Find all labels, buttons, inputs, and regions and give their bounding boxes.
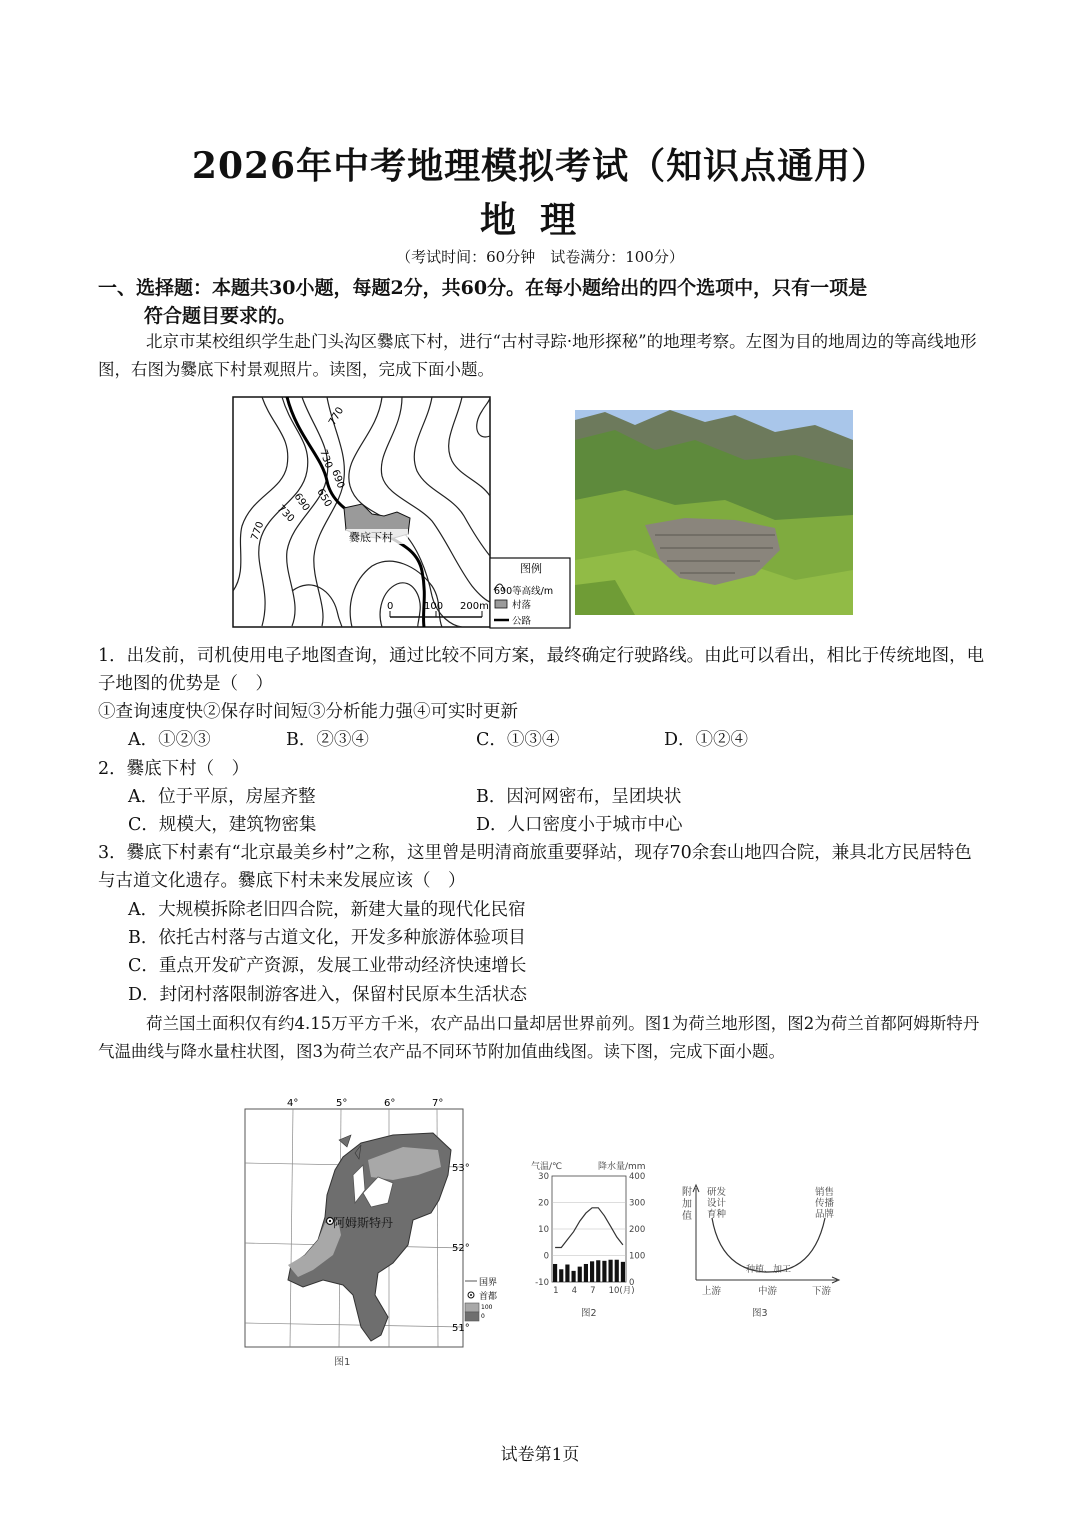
q2-option-d[interactable]: D．人口密度小于城市中心 bbox=[476, 815, 683, 835]
q3-option-a[interactable]: A．大规模拆除老旧四合院，新建大量的现代化民宿 bbox=[128, 900, 526, 920]
precip-bar-10 bbox=[609, 1260, 613, 1282]
temp-tick-label: 30 bbox=[538, 1172, 549, 1182]
fig2-caption: 图2 bbox=[581, 1308, 597, 1319]
lat-label: 51° bbox=[452, 1323, 470, 1334]
q1-option-c[interactable]: C．①③④ bbox=[476, 730, 560, 750]
precip-bar-11 bbox=[615, 1260, 619, 1282]
section-line-2: 符合题目要求的。 bbox=[144, 305, 297, 327]
precip-bar-9 bbox=[602, 1261, 606, 1282]
legend-village: 村落 bbox=[512, 600, 532, 611]
precip-bar-2 bbox=[559, 1269, 563, 1282]
x-label-downstream: 下游 bbox=[812, 1286, 832, 1297]
legend-road: 公路 bbox=[512, 616, 532, 627]
contour-label: 770 bbox=[327, 405, 347, 428]
left-label-1: 研发 bbox=[707, 1187, 727, 1198]
village-label: 爨底下村 bbox=[349, 531, 393, 544]
right-label-1: 销售 bbox=[815, 1187, 835, 1198]
month-label: 7 bbox=[590, 1286, 596, 1296]
bottom-label: 种植、加工 bbox=[746, 1265, 792, 1275]
left-label-3: 育种 bbox=[707, 1209, 727, 1220]
contour-legend bbox=[490, 558, 570, 628]
passage-2: 荷兰国土面积仅有约4.15万平方千米，农产品出口量却居世界前列。图1为荷兰地形图，图2为荷兰首都阿姆斯特丹气温曲线与降水量柱状图，图3为荷兰农产品不同环节附加值曲线图。读下图，完成下面小题。 bbox=[98, 1014, 980, 1061]
precip-tick-label: 100 bbox=[629, 1251, 646, 1262]
precip-tick-label: 0 bbox=[629, 1278, 635, 1288]
legend-elev-100: 100 bbox=[481, 1304, 493, 1311]
netherlands-terrain-map bbox=[243, 1095, 498, 1370]
lat-label: 53° bbox=[452, 1163, 470, 1174]
precip-bar-12 bbox=[621, 1262, 625, 1282]
fig3-caption: 图3 bbox=[752, 1308, 768, 1319]
contour-label: 770 bbox=[249, 520, 267, 543]
q3-option-b[interactable]: B．依托古村落与古道文化，开发多种旅游体验项目 bbox=[128, 928, 526, 948]
precip-bar-4 bbox=[572, 1271, 576, 1282]
precip-bar-6 bbox=[584, 1264, 588, 1282]
temp-tick-label: 0 bbox=[543, 1251, 549, 1262]
precip-tick-label: 200 bbox=[629, 1225, 646, 1235]
left-label-2: 设计 bbox=[707, 1198, 727, 1209]
question-1-statements: ①查询速度快②保存时间短③分析能力强④可实时更新 bbox=[98, 702, 518, 722]
precip-bar-5 bbox=[578, 1267, 582, 1282]
q2-option-a[interactable]: A．位于平原，房屋齐整 bbox=[128, 787, 316, 807]
temp-tick-label: 20 bbox=[538, 1198, 549, 1209]
right-label-2: 传播 bbox=[815, 1198, 835, 1209]
contour-label: 650 bbox=[314, 487, 334, 510]
precip-bar-3 bbox=[565, 1265, 569, 1282]
legend-capital: 首都 bbox=[479, 1292, 498, 1302]
scale-label: 200m bbox=[460, 601, 489, 612]
lat-label: 52° bbox=[452, 1243, 470, 1254]
q2-option-c[interactable]: C．规模大，建筑物密集 bbox=[128, 815, 317, 835]
month-label: 10(月) bbox=[608, 1286, 635, 1296]
question-3-stem: 3．爨底下村素有“北京最美乡村”之称，这里曾是明清商旅重要驿站，现存70余套山地四合院，兼具北方民居特色与古道文化遗存。爨底下村未来发展应该（ ） bbox=[98, 843, 972, 891]
question-2-stem: 2．爨底下村（ ） bbox=[98, 759, 250, 779]
scale-label: 100 bbox=[424, 601, 444, 612]
value-added-curve-chart bbox=[680, 1180, 845, 1320]
precip-tick-label: 400 bbox=[629, 1172, 646, 1182]
page-title: 2026年中考地理模拟考试（知识点通用） bbox=[191, 145, 889, 187]
legend-contour: 690等高线/m bbox=[494, 586, 554, 597]
q2-option-b[interactable]: B．因河网密布，呈团块状 bbox=[476, 787, 682, 807]
legend-title: 图例 bbox=[520, 562, 542, 575]
q3-option-d[interactable]: D．封闭村落限制游客进入，保留村民原本生活状态 bbox=[128, 985, 528, 1005]
q1-option-d[interactable]: D．①②④ bbox=[664, 730, 749, 750]
contour-map bbox=[232, 396, 572, 630]
lon-label: 5° bbox=[336, 1098, 348, 1109]
y-axis-label-1: 附 bbox=[682, 1187, 692, 1198]
q3-option-c[interactable]: C．重点开发矿产资源，发展工业带动经济快速增长 bbox=[128, 956, 527, 976]
passage-1: 北京市某校组织学生赴门头沟区爨底下村，进行“古村寻踪·地形探秘”的地理考察。左图为目的地周边的等高线地形图，右图为爨底下村景观照片。读图，完成下面小题。 bbox=[98, 332, 977, 379]
section-line-1: 一、选择题：本题共30小题，每题2分，共60分。在每小题给出的四个选项中，只有一项是 bbox=[98, 277, 868, 299]
capital-label: 阿姆斯特丹 bbox=[333, 1216, 394, 1230]
temp-tick-label: -10 bbox=[535, 1278, 549, 1288]
precip-bar-1 bbox=[553, 1264, 557, 1282]
exam-info: （考试时间：60分钟 试卷满分：100分） bbox=[396, 248, 684, 266]
y-axis-label-2: 加 bbox=[682, 1199, 692, 1210]
section-heading bbox=[98, 274, 990, 330]
y-axis-label-3: 值 bbox=[682, 1211, 692, 1222]
contour-label: 690 bbox=[291, 491, 312, 514]
q1-option-a[interactable]: A．①②③ bbox=[128, 730, 211, 750]
month-label: 4 bbox=[571, 1286, 578, 1296]
contour-label: 730 bbox=[274, 503, 297, 525]
q1-option-b[interactable]: B．②③④ bbox=[286, 730, 369, 750]
scale-label: 0 bbox=[387, 601, 394, 612]
precip-bar-8 bbox=[596, 1260, 600, 1282]
legend-border: 国界 bbox=[479, 1278, 498, 1288]
precip-bar-7 bbox=[590, 1261, 594, 1282]
month-label: 1 bbox=[553, 1286, 559, 1296]
fig1-legend bbox=[465, 1277, 497, 1321]
subject-title: 地理 bbox=[479, 199, 600, 241]
fig1-caption: 图1 bbox=[334, 1357, 351, 1368]
lon-label: 4° bbox=[287, 1098, 299, 1109]
temp-tick-label: 10 bbox=[538, 1225, 549, 1235]
amsterdam-climate-chart bbox=[528, 1158, 658, 1323]
precip-axis-title: 降水量/mm bbox=[598, 1162, 646, 1172]
x-label-midstream: 中游 bbox=[758, 1286, 778, 1297]
x-label-upstream: 上游 bbox=[702, 1286, 722, 1297]
page-footer: 试卷第1页 bbox=[500, 1445, 580, 1465]
lon-label: 7° bbox=[432, 1098, 444, 1109]
contour-label: 690 bbox=[329, 468, 347, 490]
village-landscape-photo bbox=[575, 410, 853, 615]
legend-elev-0: 0 bbox=[481, 1313, 485, 1320]
temp-axis-title: 气温/℃ bbox=[531, 1162, 563, 1172]
precip-tick-label: 300 bbox=[629, 1198, 646, 1209]
y-axis-label: 附加值 bbox=[680, 1180, 683, 1181]
contour-label: 730 bbox=[317, 448, 335, 470]
question-1-stem: 1．出发前，司机使用电子地图查询，通过比较不同方案，最终确定行驶路线。由此可以看出，相比于传统地图，电子地图的优势是（ ） bbox=[98, 646, 985, 694]
right-label-3: 品牌 bbox=[815, 1209, 835, 1220]
lon-label: 6° bbox=[384, 1098, 396, 1109]
